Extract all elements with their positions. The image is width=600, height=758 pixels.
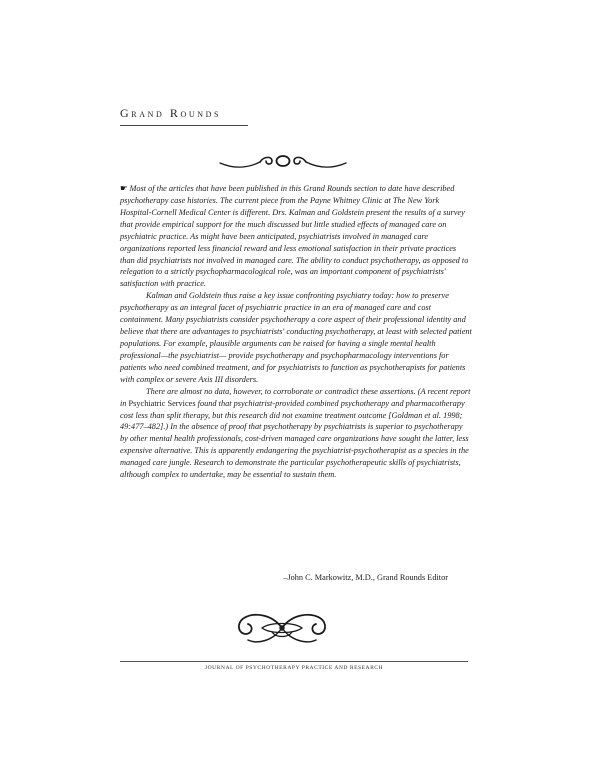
pointing-hand-icon: ☛ [120,184,128,193]
paragraph-3-text-a: There are almost no data, however, to corroborate or contradict these assertions. (A recent report in [120,386,471,408]
scroll-ornament-icon [232,608,332,648]
journal-footer: JOURNAL OF PSYCHOTHERAPY PRACTICE AND RESEARCH [204,665,384,671]
flourish-ornament-icon [218,150,348,172]
editor-note-paragraph-2: Kalman and Goldstein thus raise a key issue confronting psychiatry today: how to preserve psychotherapy as an integral facet of psychiatric practice in an era of managed care and cost containment. Many psychiatrists consider psychotherapy a core aspect of their professional identity and believe that there are advantages to psychiatrists' conducting psychotherapy, at least with selected patient populations. For example, plausible arguments can be raised for having a single mental health professional—the psychiatrist— provide psychotherapy and psychopharmacology interventions for patients who need combined treatment, and for psychiatrists to function as psychotherapists for patients with complex or severe Axis III disorders. [120,291,472,384]
footer-rule [120,661,468,662]
editor-note-paragraph-1 [120,183,472,290]
editor-note [120,183,472,481]
editor-note-paragraph-3 [120,386,472,481]
editor-signature [120,573,472,582]
paragraph-3-text-b: found that psychiatrist-provided combined psychotherapy and pharmacotherapy cost less than split therapy, but this research did not examine treatment outcome [Goldman et al. 1998; 49:477–482].) In the absence of proof that psychotherapy by psychiatrists is superior to psychotherapy by other mental health professionals, cost-driven managed care organizations have sought the latter, less expensive alternative. This is apparently endangering the psychiatrist-psychotherapist as a species in the managed care jungle. Research to demonstrate the particular psychotherapeutic skills of psychiatrists, although complex to undertake, may be essential to sustain them. [120,398,469,480]
section-heading: Grand Rounds [120,106,222,120]
journal-citation: Psychiatric Services [128,398,196,408]
heading-rule [120,125,248,126]
signature-text: –John C. Markowitz, M.D., Grand Rounds Editor [283,573,448,582]
paragraph-1-text: Most of the articles that have been published in this Grand Rounds section to date have described psychotherapy case histories. The current piece from the Payne Whitney Clinic at The New York Hospital-Cornell Medical Center is different. Drs. Kalman and Goldstein present the results of a survey that provide empirical support for the much discussed but little studied effects of managed care on psychiatric practice. As might have been anticipated, psychiatrists involved in managed care organizations reported less financial reward and less emotional satisfaction in their private practices than did psychiatrists not involved in managed care. The ability to conduct psychotherapy, as opposed to relegation to a strictly psychopharmacological role, was an important component of psychiatrists' satisfaction with practice. [120,184,469,289]
